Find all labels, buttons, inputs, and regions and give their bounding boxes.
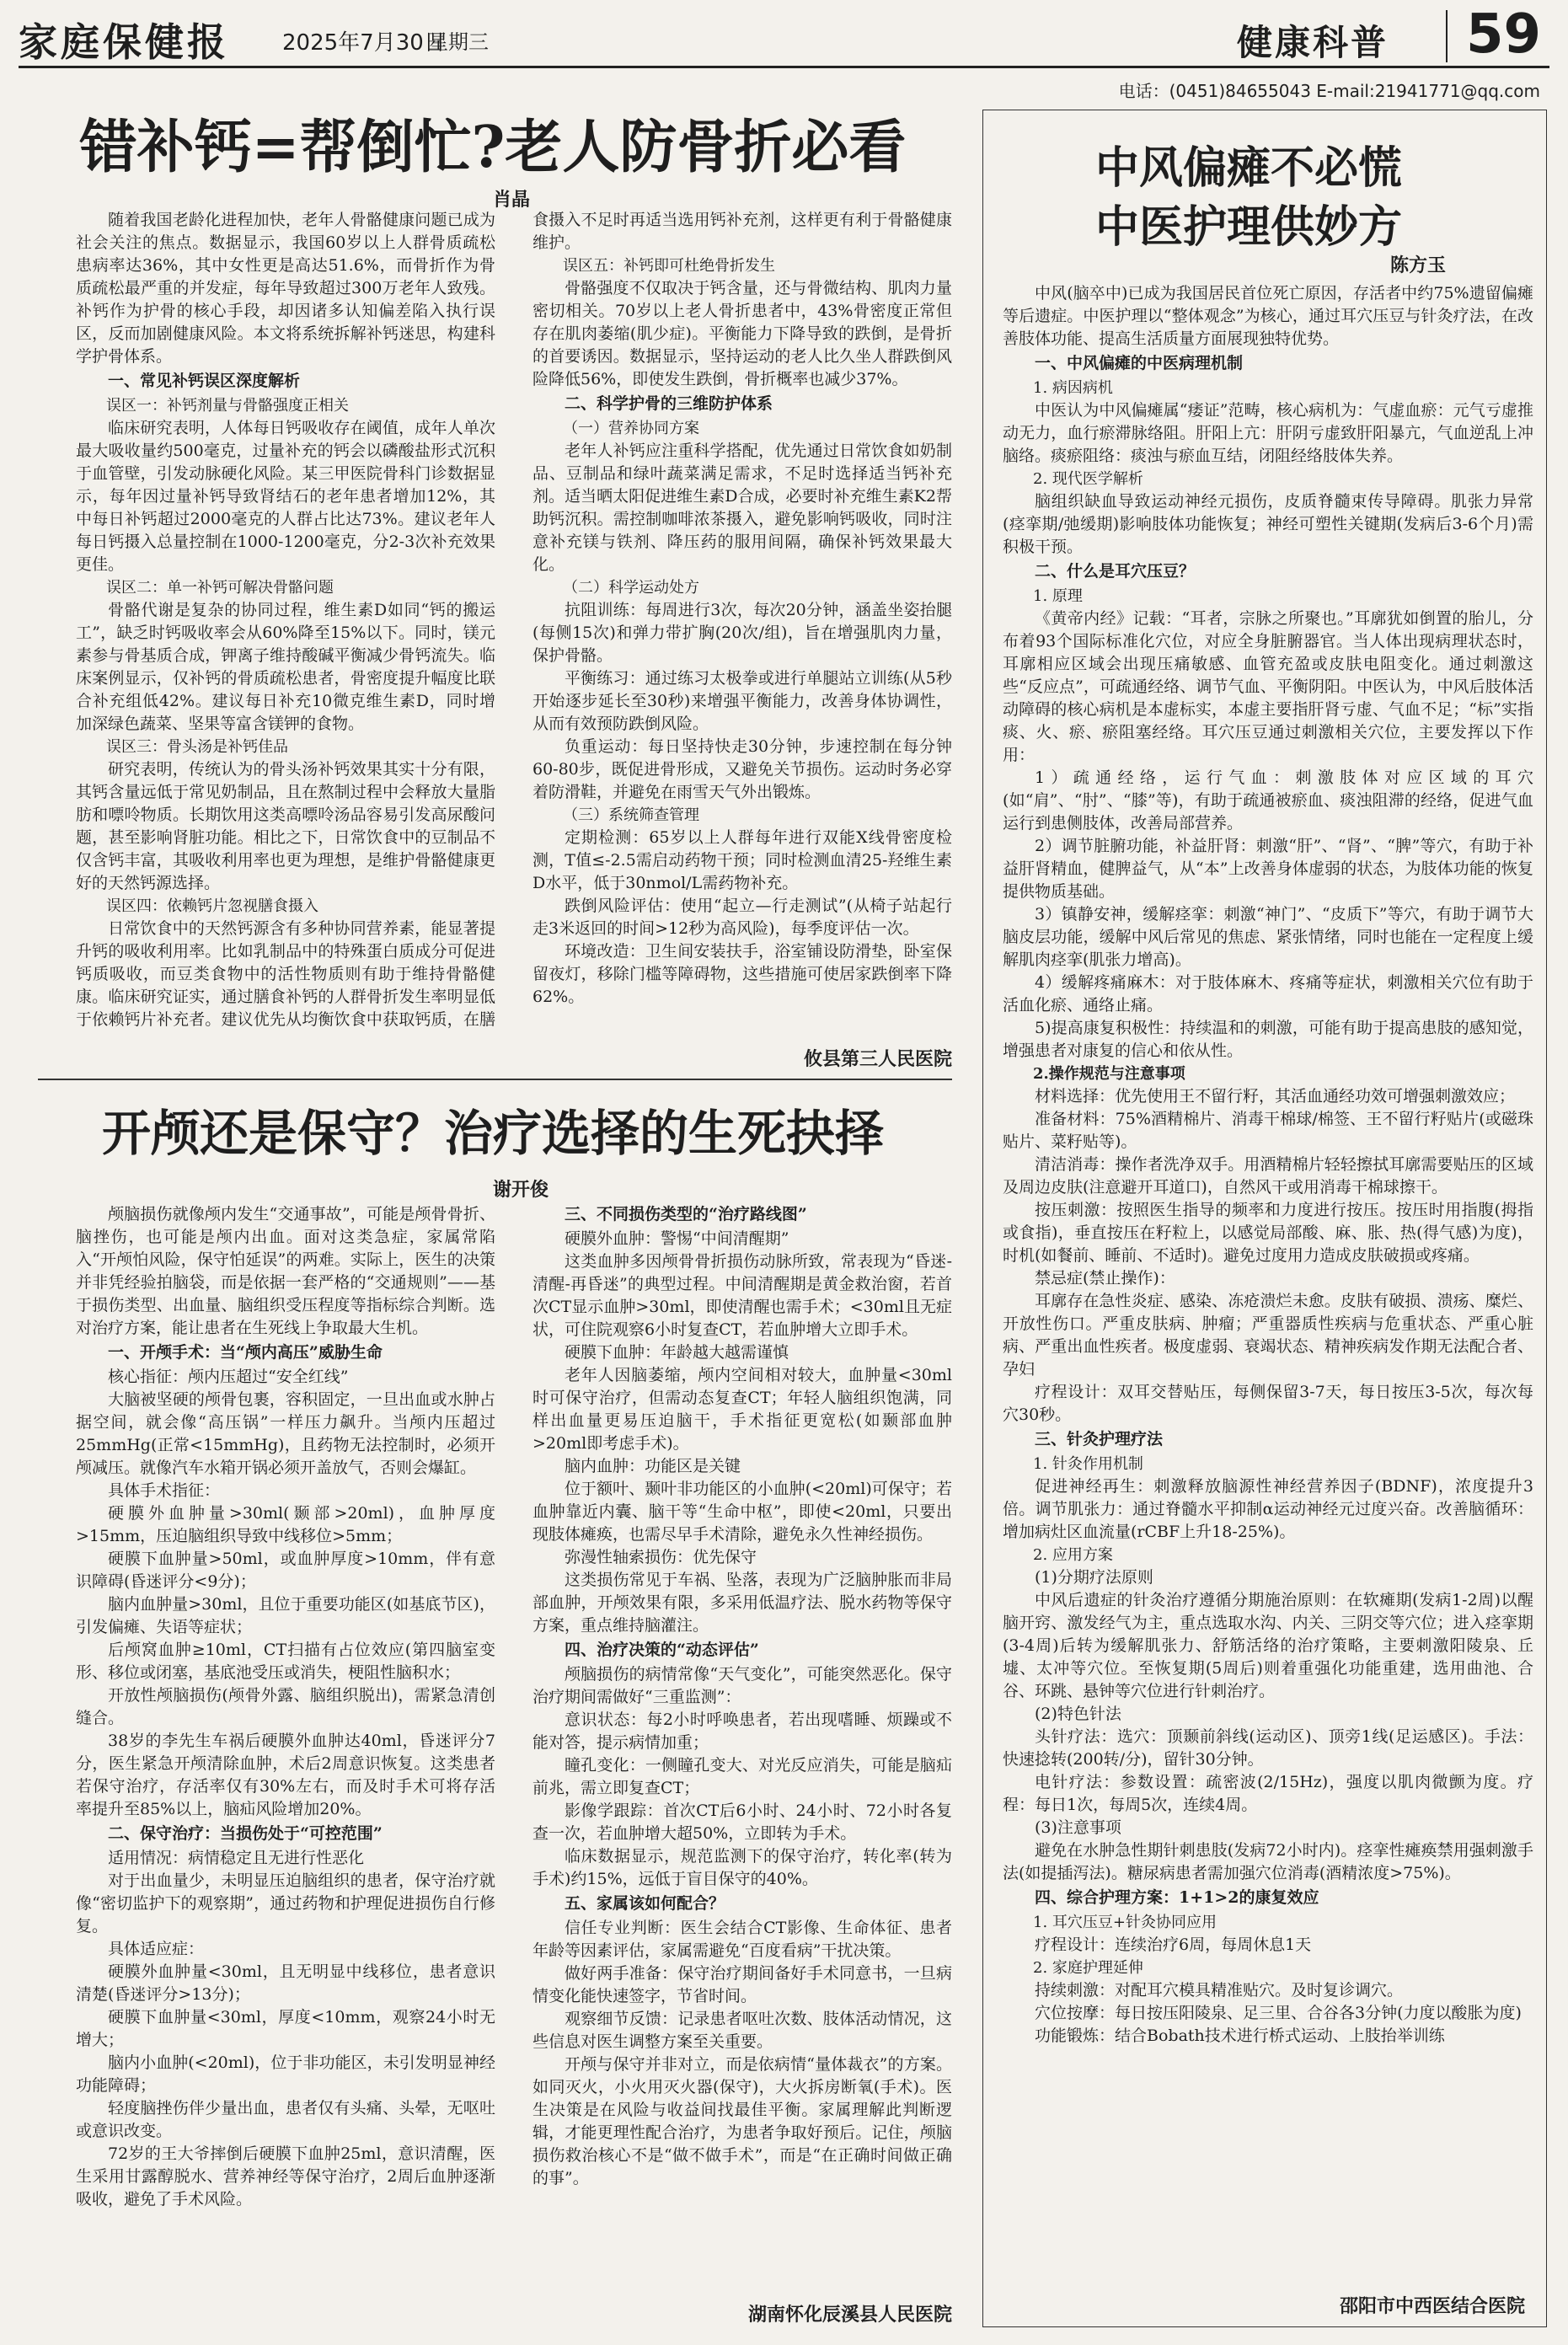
paragraph: 硬膜下血肿：年龄越大越需谨慎 bbox=[565, 1343, 789, 1362]
paragraph: 耳廓存在急性炎症、感染、冻疮溃烂未愈。皮肤有破损、溃疡、糜烂、开放性伤口。严重皮肤病、肿瘤；严重器质性疾病与危重状态、严重心脏病、严重出血性疾者。极度虚弱、衰竭状态、精神疾病发作期无法配合者、孕妇 bbox=[1003, 1292, 1533, 1379]
article-source: 湖南怀化辰溪县人民医院 bbox=[747, 2305, 952, 2326]
paragraph: 硬膜外血肿量<30ml，且无明显中线移位，患者意识清楚(昏迷评分>13分)； bbox=[76, 1962, 495, 2004]
paragraph: 5)提高康复积极性：持续温和的刺激，可能有助于提高患肢的感知觉，增强患者对康复的信心和依从性。 bbox=[1003, 1019, 1533, 1060]
newspaper-name: 家庭保健报 bbox=[19, 19, 229, 65]
section-heading: 二、什么是耳穴压豆？ bbox=[1035, 562, 1196, 581]
subheading: 2. 现代医学解析 bbox=[1033, 470, 1143, 488]
paragraph: 随着我国老龄化进程加快，老年人骨骼健康问题已成为社会关注的焦点。数据显示，我国60岁以上人群骨质疏松患病率达36%，其中女性更是高达51.6%，而骨折作为骨质疏松最严重的并发症，每年导致超过300万老年人致残。补钙作为护骨的核心手段，却因诸多认知偏差陷入执行误区，反而加剧健康风险。本文将系统拆解补钙迷思，构建科学护骨体系。 bbox=[76, 211, 495, 366]
paragraph: 中医认为中风偏瘫属“痿证”范畴，核心病机为：气虚血瘀：元气亏虚推动无力，血行瘀滞脉络阻。肝阳上亢：肝阴亏虚致肝阳暴亢，气血逆乱上冲脑络。痰瘀阻络：痰浊与瘀血互结，闭阻经络肢体失养。 bbox=[1003, 401, 1533, 465]
subheading: 2.操作规范与注意事项 bbox=[1033, 1065, 1185, 1083]
title-line-1: 中风偏瘫不必慌 bbox=[1095, 142, 1403, 194]
paragraph: 临床研究表明，人体每日钙吸收存在阈值，成年人单次最大吸收量约500毫克，过量补充的钙会以磷酸盐形式沉积于血管壁，引发动脉硬化风险。某三甲医院骨科门诊数据显示，每年因过量补钙导致肾结石的老年患者增加12%，其中每日补钙超过2000毫克的人群占比达73%。建议老年人每日钙摄入总量控制在1000-1200毫克，分2-3次补充效果更佳。 bbox=[76, 419, 495, 574]
subheading: 1. 原理 bbox=[1033, 587, 1083, 605]
paragraph: 按压刺激：按照医生指导的频率和力度进行按压。按压时用指腹(拇指或食指)，垂直按压在籽粒上，以感觉局部酸、麻、胀、热(得气感)为度)，时机(如餐前、睡前、不适时)。避免过度用力造成皮肤破损或疼痛。 bbox=[1003, 1201, 1533, 1265]
paragraph: 对于出血量少，未明显压迫脑组织的患者，保守治疗就像“密切监护下的观察期”，通过药物和护理促进损伤自行修复。 bbox=[76, 1871, 495, 1935]
subheading: 1. 耳穴压豆+针灸协同应用 bbox=[1033, 1914, 1217, 1931]
article-separator bbox=[38, 1079, 952, 1080]
subheading: 2. 家庭护理延伸 bbox=[1033, 1959, 1143, 1977]
paragraph: 弥漫性轴索损伤：优先保守 bbox=[565, 1548, 757, 1566]
article-stroke-care bbox=[977, 101, 1550, 2334]
article-calcium bbox=[25, 101, 961, 1074]
paragraph: 材料选择：优先使用王不留行籽，其活血通经功效可增强刺激效应； bbox=[1035, 1087, 1516, 1106]
paragraph: 硬膜外血肿量>30ml(颞部>20ml)，血肿厚度>15mm，压迫脑组织导致中线移位>5mm； bbox=[76, 1504, 495, 1545]
paragraph: (3)注意事项 bbox=[1035, 1818, 1121, 1837]
title-line-2: 中医护理供妙方 bbox=[1095, 201, 1403, 253]
paragraph: 这类血肿多因颅骨骨折损伤动脉所致，常表现为“昏迷-清醒-再昏迷”的典型过程。中间清醒期是黄金救治窗，若首次CT显示血肿>30ml，即使清醒也需手术；<30ml且无症状，可住院观察6小时复查CT，若血肿增大立即手术。 bbox=[532, 1252, 952, 1339]
section-heading: 五、家属该如何配合？ bbox=[565, 1894, 725, 1913]
masthead-rule bbox=[19, 66, 1549, 68]
section-heading: 二、保守治疗：当损伤处于“可控范围” bbox=[108, 1824, 383, 1843]
article-body bbox=[76, 209, 952, 1043]
paragraph: 定期检测：65岁以上人群每年进行双能X线骨密度检测，T值≤-2.5需启动药物干预；同时检测血清25-羟维生素D水平，低于30nmol/L需药物补充。 bbox=[532, 828, 952, 892]
article-source: 攸县第三人民医院 bbox=[803, 1049, 952, 1070]
paragraph: 核心指征：颅内压超过“安全红线” bbox=[108, 1368, 349, 1386]
paragraph: 做好两手准备：保守治疗期间备好手术同意书，一旦病情变化能快速签字，节省时间。 bbox=[532, 1964, 952, 2005]
paragraph: 负重运动：每日坚持快走30分钟，步速控制在每分钟60-80步，既促进骨形成，又避免关节损伤。运动时务必穿着防滑鞋，并避免在雨雪天气外出锻炼。 bbox=[532, 737, 952, 801]
paragraph: 《黄帝内经》记载：“耳者，宗脉之所聚也。”耳廓犹如倒置的胎儿，分布着93个国际标准化穴位，对应全身脏腑器官。当人体出现病理状态时，耳廓相应区域会出现压痛敏感、血管充盈或皮肤电阻变化。通过刺激这些“反应点”，可疏通经络、调节气血、平衡阴阳。中医认为，中风后肢体活动障碍的核心病机是本虚标实，本虚主要指肝肾亏虚、气血不足；“标”实指痰、火、瘀、瘀阻塞经络。耳穴压豆通过刺激相关穴位，主要发挥以下作用： bbox=[1003, 609, 1533, 764]
paragraph: 跌倒风险评估：使用“起立—行走测试”(从椅子站起行走3米返回的时间>12秒为高风险)，每季度评估一次。 bbox=[532, 897, 952, 938]
section-heading: 四、综合护理方案：1+1>2的康复效应 bbox=[1035, 1888, 1319, 1907]
contact-info: 电话：(0451)84655043 E-mail:21941771@qq.com bbox=[1118, 81, 1540, 101]
paragraph: 1）疏通经络，运行气血：刺激肢体对应区域的耳穴(如“肩”、“肘”、“膝”等)，有助于疏通被瘀血、痰浊阻滞的经络，促进气血运行到患侧肢体，改善局部营养。 bbox=[1003, 768, 1533, 833]
article-body bbox=[1003, 282, 1533, 2279]
paragraph: 位于额叶、颞叶非功能区的小血肿(<20ml)可保守；若血肿靠近内囊、脑干等“生命中枢”，即使<20ml，只要出现肢体瘫痪，也需尽早手术清除，避免永久性神经损伤。 bbox=[532, 1480, 952, 1544]
article-author: 肖晶 bbox=[493, 190, 531, 211]
paragraph: 开放性颅脑损伤(颅骨外露、脑组织脱出)，需紧急清创缝合。 bbox=[76, 1686, 495, 1727]
paragraph: 硬膜下血肿量<30ml，厚度<10mm，观察24小时无增大； bbox=[76, 2008, 495, 2049]
section-heading: 三、不同损伤类型的“治疗路线图” bbox=[565, 1205, 807, 1223]
paragraph: 意识状态：每2小时呼唤患者，若出现嗜睡、烦躁或不能对答，提示病情加重； bbox=[532, 1711, 952, 1752]
paragraph: (2)特色针法 bbox=[1035, 1705, 1121, 1723]
paragraph: 颅脑损伤就像颅内发生“交通事故”，可能是颅骨骨折、脑挫伤，也可能是颅内出血。面对这类急症，家属常陷入“开颅怕风险，保守怕延误”的两难。实际上，医生的决策并非凭经验拍脑袋，而是依据一套严格的“交通规则”——基于损伤类型、出血量、脑组织受压程度等指标综合判断。选对治疗方案，能让患者在生死线上争取最大生机。 bbox=[76, 1205, 495, 1337]
paragraph: 影像学跟踪：首次CT后6小时、24小时、72小时各复查一次，若血肿增大超50%，立即转为手术。 bbox=[532, 1802, 952, 1843]
paragraph: 后颅窝血肿≥10ml，CT扫描有占位效应(第四脑室变形、移位或闭塞，基底池受压或消失，梗阻性脑积水； bbox=[76, 1641, 495, 1682]
issue-weekday: 星期三 bbox=[428, 30, 489, 54]
subheading: （二）科学运动处方 bbox=[563, 579, 699, 597]
paragraph: 具体手术指征： bbox=[108, 1481, 221, 1500]
paragraph: 观察细节反馈：记录患者呕吐次数、肢体活动情况，这些信息对医生调整方案至关重要。 bbox=[532, 2010, 952, 2051]
masthead-divider bbox=[1446, 10, 1448, 62]
subheading: 误区四：依赖钙片忽视膳食摄入 bbox=[106, 897, 318, 915]
subheading: 误区三：骨头汤是补钙佳品 bbox=[106, 738, 288, 756]
paragraph: 禁忌症(禁止操作)： bbox=[1035, 1269, 1175, 1288]
paragraph: 轻度脑挫伤伴少量出血，患者仅有头痛、头晕，无呕吐或意识改变。 bbox=[76, 2099, 495, 2140]
paragraph: 这类损伤常见于车祸、坠落，表现为广泛脑肿胀而非局部血肿，开颅效果有限，多采用低温疗法、脱水药物等保守方案，重点维持脑灌注。 bbox=[532, 1571, 952, 1635]
section-heading: 一、常见补钙误区深度解析 bbox=[108, 372, 301, 390]
paragraph: 避免在水肿急性期针刺患肢(发病72小时内)。痉挛性瘫痪禁用强刺激手法(如提插泻法)。糖尿病患者需加强穴位消毒(酒精浓度>75%)。 bbox=[1003, 1841, 1533, 1882]
paragraph: 颅脑损伤的病情常像“天气变化”，可能突然恶化。保守治疗期间需做好“三重监测”： bbox=[532, 1665, 952, 1706]
article-body bbox=[76, 1203, 952, 2290]
subheading: 误区二：单一补钙可解决骨骼问题 bbox=[106, 579, 334, 597]
paragraph: 3）镇静安神，缓解痉挛：刺激“神门”、“皮质下”等穴，有助于调节大脑皮层功能，缓解中风后常见的焦虑、紧张情绪，同时也能在一定程度上缓解肌肉痉挛(肌张力增高)。 bbox=[1003, 905, 1533, 969]
section-heading: 一、中风偏瘫的中医病理机制 bbox=[1035, 354, 1244, 372]
section-heading: 三、针灸护理疗法 bbox=[1035, 1430, 1164, 1448]
paragraph: 中风(脑卒中)已成为我国居民首位死亡原因，存活者中约75%遗留偏瘫等后遗症。中医护理以“整体观念”为核心，通过耳穴压豆与针灸疗法，在改善肢体功能、提高生活质量方面展现独特优势。 bbox=[1003, 284, 1533, 348]
subheading: 误区一：补钙剂量与骨骼强度正相关 bbox=[106, 397, 349, 415]
paragraph: 头针疗法：选穴：顶颞前斜线(运动区)、顶旁1线(足运感区)。手法：快速捻转(200转/分)，留针30分钟。 bbox=[1003, 1727, 1533, 1769]
paragraph: 适用情况：病情稳定且无进行性恶化 bbox=[108, 1849, 365, 1867]
paragraph: 功能锻炼：结合Bobath技术进行桥式运动、上肢抬举训练 bbox=[1035, 2026, 1445, 2045]
article-title: 开颅还是保守？治疗选择的生死抉择 bbox=[101, 1105, 884, 1162]
paragraph: 老年人因脑萎缩，颅内空间相对较大，血肿量<30ml时可保守治疗，但需动态复查CT；年轻人脑组织饱满，同样出血量更易压迫脑干，手术指征更宽松(如颞部血肿>20ml即考虑手术)。 bbox=[532, 1366, 952, 1453]
subheading: （一）营养协同方案 bbox=[563, 420, 699, 437]
article-source: 邵阳市中西医结合医院 bbox=[1339, 2296, 1525, 2317]
article-author: 谢开俊 bbox=[493, 1180, 549, 1201]
section-heading: 四、治疗决策的“动态评估” bbox=[565, 1641, 759, 1659]
paragraph: 开颅与保守并非对立，而是依病情“量体裁衣”的方案。如同灭火，小火用灭火器(保守)，大火拆房断氧(手术)。医生决策是在风险与收益间找最佳平衡。家属理解此判断逻辑，才能更理性配合治疗，为患者争取好预后。记住，颅脑损伤救治核心不是“做不做手术”，而是“在正确时间做正确的事”。 bbox=[532, 2055, 952, 2187]
paragraph: 抗阻训练：每周进行3次，每次20分钟，涵盖坐姿抬腿(每侧15次)和弹力带扩胸(20次/组)，旨在增强肌肉力量，保护骨骼。 bbox=[532, 601, 952, 665]
section-heading: 二、科学护骨的三维防护体系 bbox=[565, 394, 773, 413]
section-heading: 一、开颅手术：当“颅内高压”威胁生命 bbox=[108, 1343, 383, 1362]
paragraph: 72岁的王大爷摔倒后硬膜下血肿25ml，意识清醒，医生采用甘露醇脱水、营养神经等保守治疗，2周后血肿逐渐吸收，避免了手术风险。 bbox=[76, 2144, 495, 2208]
subheading: 2. 应用方案 bbox=[1033, 1546, 1113, 1564]
paragraph: 具体适应症： bbox=[108, 1940, 205, 1958]
article-author: 陈方玉 bbox=[1390, 255, 1447, 276]
paragraph: 中风后遗症的针灸治疗遵循分期施治原则：在软瘫期(发病1-2周)以醒脑开窍、激发经气为主，重点选取水沟、内关、三阴交等穴位；进入痉挛期(3-4周)后转为缓解肌张力、舒筋活络的治疗策略，主要刺激阳陵泉、丘墟、太冲等穴位。至恢复期(5周后)则着重强化功能重建，选用曲池、合谷、环跳、悬钟等穴位进行针刺治疗。 bbox=[1003, 1591, 1533, 1700]
paragraph: 平衡练习：通过练习太极拳或进行单腿站立训练(从5秒开始逐步延长至30秒)来增强平衡能力，改善身体协调性，从而有效预防跌倒风险。 bbox=[532, 669, 952, 733]
paragraph: (1)分期疗法原则 bbox=[1035, 1568, 1153, 1587]
paragraph: 骨骼强度不仅取决于钙含量，还与骨微结构、肌肉力量密切相关。70岁以上老人骨折患者中，43%骨密度正常但存在肌肉萎缩(肌少症)。平衡能力下降导致的跌倒，是骨折的首要诱因。数据显示，坚持运动的老人比久坐人群跌倒风险降低56%，即使发生跌倒，骨折概率也减少37%。 bbox=[532, 279, 952, 388]
paragraph: 疗程设计：连续治疗6周，每周休息1天 bbox=[1035, 1935, 1312, 1954]
paragraph: 电针疗法：参数设置：疏密波(2/15Hz)，强度以肌肉微颤为度。疗程：每日1次，每周5次，连续4周。 bbox=[1003, 1773, 1533, 1814]
section-name: 健康科普 bbox=[1237, 22, 1389, 63]
paragraph: 信任专业判断：医生会结合CT影像、生命体征、患者年龄等因素评估，家属需避免“百度看病”干扰决策。 bbox=[532, 1919, 952, 1960]
paragraph: 脑组织缺血导致运动神经元损伤，皮质脊髓束传导障碍。肌张力异常(痉挛期/弛缓期)影响肢体功能恢复；神经可塑性关键期(发病后3-6个月)需积极干预。 bbox=[1003, 492, 1533, 556]
subheading: 误区五：补钙即可杜绝骨折发生 bbox=[563, 257, 775, 275]
paragraph: 持续刺激：对配耳穴模具精准贴穴。及时复诊调穴。 bbox=[1035, 1981, 1404, 2000]
paragraph: 准备材料：75%酒精棉片、消毒干棉球/棉签、王不留行籽贴片(或磁珠贴片、菜籽贴等)。 bbox=[1003, 1110, 1533, 1151]
paragraph: 促进神经再生：刺激释放脑源性神经营养因子(BDNF)，浓度提升3倍。调节肌张力：通过脊髓水平抑制α运动神经元过度兴奋。改善脑循环：增加病灶区血流量(rCBF上升18-25%)。 bbox=[1003, 1477, 1533, 1541]
paragraph: 清洁消毒：操作者洗净双手。用酒精棉片轻轻擦拭耳廓需要贴压的区域及周边皮肤(注意避开耳道口)，自然风干或用消毒干棉球擦干。 bbox=[1003, 1155, 1533, 1197]
paragraph: 瞳孔变化：一侧瞳孔变大、对光反应消失，可能是脑疝前兆，需立即复查CT； bbox=[532, 1756, 952, 1797]
masthead bbox=[0, 0, 1568, 101]
paragraph: 环境改造：卫生间安装扶手，浴室铺设防滑垫，卧室保留夜灯，移除门槛等障碍物，这些措施可使居家跌倒率下降62%。 bbox=[532, 942, 952, 1006]
paragraph: 脑内血肿量>30ml，且位于重要功能区(如基底节区)，引发偏瘫、失语等症状； bbox=[76, 1595, 495, 1636]
paragraph: 疗程设计：双耳交替贴压，每侧保留3-7天，每日按压3-5次，每次每穴30秒。 bbox=[1003, 1383, 1533, 1424]
issue-date: 2025年7月30日 bbox=[282, 30, 446, 56]
subheading: （三）系统筛查管理 bbox=[563, 806, 699, 824]
paragraph: 脑内血肿：功能区是关键 bbox=[565, 1457, 741, 1475]
paragraph: 38岁的李先生车祸后硬膜外血肿达40ml，昏迷评分7分，医生紧急开颅清除血肿，术后2周意识恢复。这类患者若保守治疗，存活率仅有30%左右，而及时手术可将存活率提升至85%以上，脑疝风险增加20%。 bbox=[76, 1732, 495, 1818]
paragraph: 硬膜下血肿量>50ml，或血肿厚度>10mm，伴有意识障碍(昏迷评分<9分)； bbox=[76, 1550, 495, 1591]
paragraph: 老年人补钙应注重科学搭配，优先通过日常饮食如奶制品、豆制品和绿叶蔬菜满足需求，不足时选择适当钙补充剂。适当晒太阳促进维生素D合成，必要时补充维生素K2帮助钙沉积。需控制咖啡浓茶摄入，避免影响钙吸收，同时注意补充镁与铁剂、降压药的服用间隔，确保补钙效果最大化。 bbox=[532, 442, 952, 574]
paragraph: 日常饮食中的天然钙源含有多种协同营养素，能显著提升钙的吸收利用率。比如乳制品中的特殊蛋白质成分可促进钙质吸收，而豆类食物中的活性物质则有助于维持骨骼健康。临床研究证实，通过膳食补钙的人群骨折发生率明显低于依赖钙片补充者。建议优先从均衡饮食中获取钙质，在膳食摄入不足时再适当选用钙补充剂，这样更有利于骨骼健康维护。 bbox=[76, 211, 952, 1029]
paragraph: 大脑被坚硬的颅骨包裹，容积固定，一旦出血或水肿占据空间，就会像“高压锅”一样压力飙升。当颅内压超过25mmHg(正常<15mmHg)，且药物无法控制时，必须开颅减压。就像汽车水箱开锅必须开盖放气，否则会爆缸。 bbox=[76, 1390, 495, 1477]
article-craniotomy bbox=[25, 1087, 961, 2334]
subheading: 1. 针灸作用机制 bbox=[1033, 1455, 1143, 1473]
paragraph: 4）缓解疼痛麻木：对于肢体麻木、疼痛等症状，刺激相关穴位有助于活血化瘀、通络止痛。 bbox=[1003, 973, 1533, 1015]
paragraph: 临床数据显示，规范监测下的保守治疗，转化率(转为手术)约15%，远低于盲目保守的40%。 bbox=[532, 1847, 952, 1888]
paragraph: 脑内小血肿(<20ml)，位于非功能区，未引发明显神经功能障碍； bbox=[76, 2053, 495, 2095]
paragraph: 骨骼代谢是复杂的协同过程，维生素D如同“钙的搬运工”，缺乏时钙吸收率会从60%降至15%以下。同时，镁元素参与骨基质合成，钾离子维持酸碱平衡减少骨钙流失。临床案例显示，仅补钙的骨质疏松患者，骨密度提升幅度比联合补充组低42%。建议每日补充10微克维生素D，同时增加深绿色蔬菜、坚果等富含镁钾的食物。 bbox=[76, 601, 495, 733]
paragraph: 研究表明，传统认为的骨头汤补钙效果其实十分有限，其钙含量远低于常见奶制品，且在熬制过程中会释放大量脂肪和嘌呤物质。长期饮用这类高嘌呤汤品容易引发高尿酸问题，甚至影响肾脏功能。相比之下，日常饮食中的豆制品不仅含钙丰富，其吸收利用率也更为理想，是维护骨骼健康更好的天然钙源选择。 bbox=[76, 760, 495, 892]
paragraph: 2）调节脏腑功能，补益肝肾：刺激“肝”、“肾”、“脾”等穴，有助于补益肝肾精血，健脾益气，从“本”上改善身体虚弱的状态，为肢体功能的恢复提供物质基础。 bbox=[1003, 837, 1533, 901]
page-number: 59 bbox=[1466, 3, 1542, 66]
paragraph: 穴位按摩：每日按压阳陵泉、足三里、合谷各3分钟(力度以酸胀为度) bbox=[1035, 2004, 1522, 2022]
paragraph: 硬膜外血肿：警惕“中间清醒期” bbox=[565, 1229, 789, 1248]
subheading: 1. 病因病机 bbox=[1033, 379, 1113, 397]
article-title: 错补钙=帮倒忙?老人防骨折必看 bbox=[79, 114, 907, 181]
